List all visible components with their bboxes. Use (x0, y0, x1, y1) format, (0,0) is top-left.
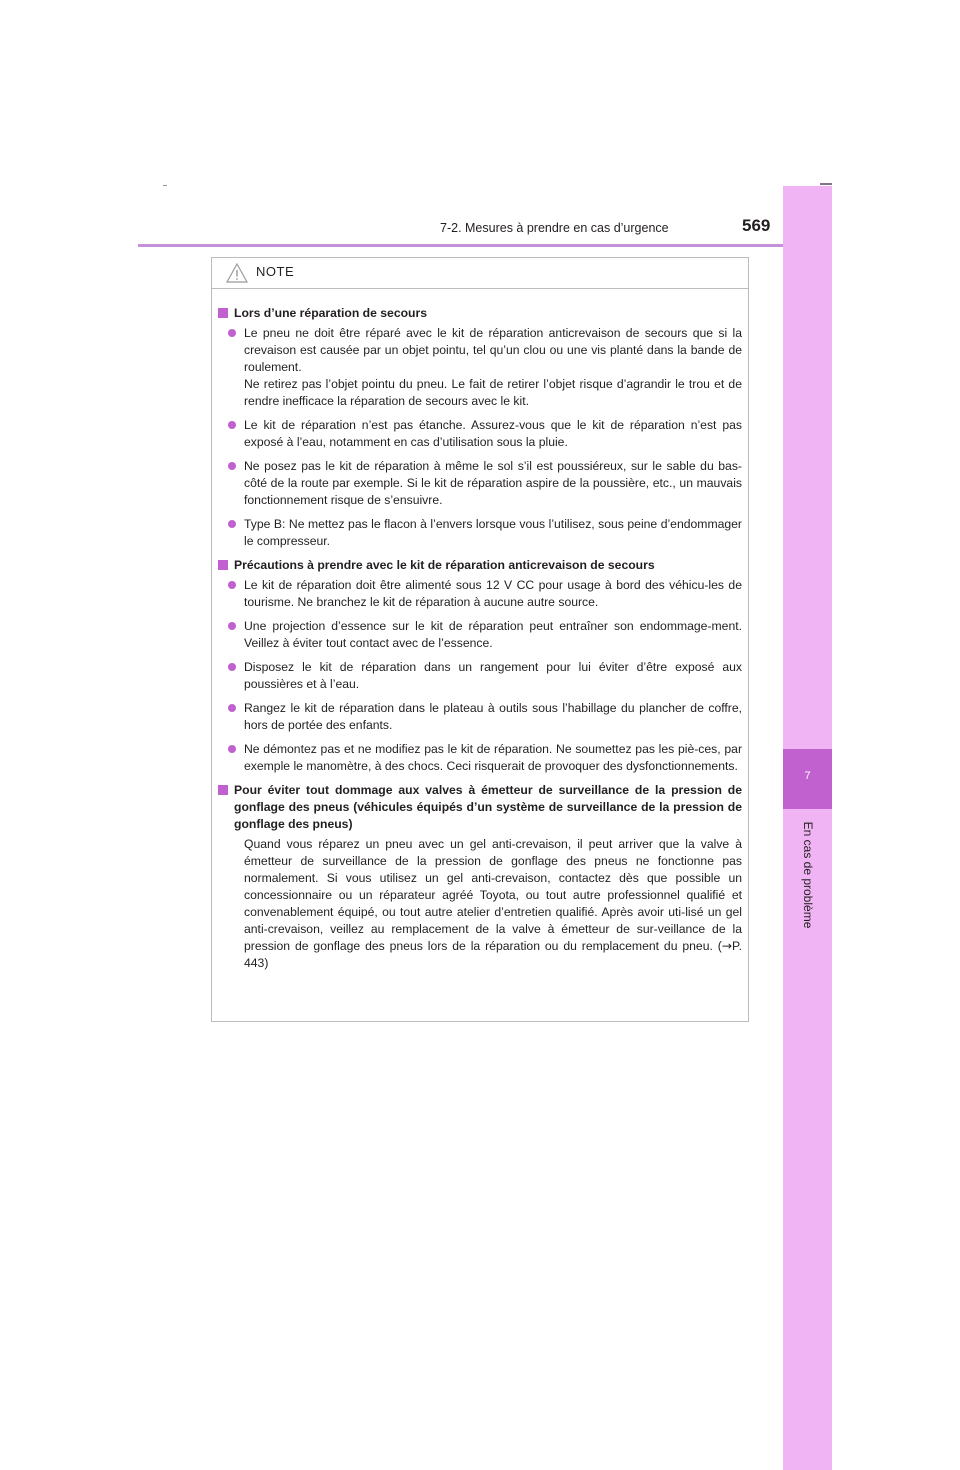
bullet-item (228, 516, 742, 550)
round-bullet-icon (228, 329, 236, 337)
bullet-text: Ne retirez pas l’objet pointu du pneu. Le fait de retirer l’objet risque d’agrandir le trou et de rendre inefficace la réparation de secours avec le kit. (244, 377, 742, 408)
note-body (212, 289, 748, 972)
square-bullet-icon (218, 785, 228, 795)
section-heading: Précautions à prendre avec le kit de réparation anticrevaison de secours (218, 557, 742, 574)
warning-triangle-icon (226, 263, 248, 283)
bullet-text: Le kit de réparation n’est pas étanche. Assurez-vous que le kit de réparation n’est pas exposé à l’eau, notamment en cas d’utilisation sous la pluie. (244, 418, 742, 449)
section-heading: Lors d’une réparation de secours (218, 305, 742, 322)
bullet-text: Le kit de réparation doit être alimenté sous 12 V CC pour usage à bord des véhicu-les de tourisme. Ne branchez le kit de réparation à aucune autre source. (244, 578, 742, 609)
bullet-text: Ne démontez pas et ne modifiez pas le kit de réparation. Ne soumettez pas les piè-ces, par exemple le manomètre, à des chocs. Ceci risquerait de provoquer des dysfonctionnements. (244, 742, 742, 773)
page-reference-arrow-icon: → (721, 939, 733, 953)
bullet-item (228, 325, 742, 410)
round-bullet-icon (228, 704, 236, 712)
square-bullet-icon (218, 560, 228, 570)
round-bullet-icon (228, 421, 236, 429)
bullet-text: Rangez le kit de réparation dans le plateau à outils sous l’habillage du plancher de coffre, hors de portée des enfants. (244, 701, 742, 732)
round-bullet-icon (228, 745, 236, 753)
bullet-text: Une projection d’essence sur le kit de réparation peut entraîner son endommage-ment. Veillez à éviter tout contact avec de l’essence. (244, 619, 742, 650)
round-bullet-icon (228, 520, 236, 528)
bullet-text: Disposez le kit de réparation dans un rangement pour lui éviter d’être exposé aux poussières et à l’eau. (244, 660, 742, 691)
page-number: 569 (742, 216, 771, 235)
chapter-number: 7 (804, 770, 811, 782)
square-bullet-icon (218, 308, 228, 318)
chapter-title: En cas de problème (801, 821, 815, 929)
crop-mark (163, 185, 167, 186)
bullet-item (228, 417, 742, 451)
note-label: NOTE (256, 264, 295, 279)
bullet-item (228, 618, 742, 652)
round-bullet-icon (228, 581, 236, 589)
round-bullet-icon (228, 622, 236, 630)
bullet-text: Le pneu ne doit être réparé avec le kit de réparation anticrevaison de secours que si la crevaison est causée par un objet pointu, tel qu’un clou ou une vis planté dans la bande de roulement. (244, 326, 742, 374)
bullet-item (228, 458, 742, 509)
side-tab-rule (820, 183, 832, 185)
section-paragraph (244, 836, 742, 972)
round-bullet-icon (228, 462, 236, 470)
bullet-text: Ne posez pas le kit de réparation à même le sol s’il est poussiéreux, sur le sable du bas-côté de la route par exemple. Si le kit de réparation aspire de la poussière, etc., un mauvais fonctionnement risque de s’ensuivre. (244, 459, 742, 507)
bullet-text: Type B: Ne mettez pas le flacon à l’envers lorsque vous l’utilisez, sous peine d’endommager le compresseur. (244, 517, 742, 548)
bullet-item (228, 700, 742, 734)
section-heading: Pour éviter tout dommage aux valves à émetteur de surveillance de la pression de gonflage des pneus (véhicules équipés d’un système de surveillance de la pression de gonflage des pneus) (218, 782, 742, 833)
bullet-item (228, 659, 742, 693)
section-title: 7-2. Mesures à prendre en cas d’urgence (440, 221, 669, 235)
round-bullet-icon (228, 663, 236, 671)
bullet-item (228, 741, 742, 775)
bullet-item (228, 577, 742, 611)
header-rule (138, 244, 832, 247)
note-box (211, 257, 749, 1022)
paragraph-text: Quand vous réparez un pneu avec un gel anti-crevaison, il peut arriver que la valve à émetteur de surveillance de la pression de gonflage des pneus ne fonctionne pas normalement. Si vous utilisez un gel anti-crevaison, contactez dès que possible un concessionnaire ou un réparateur agréé Toyota, ou tout autre professionnel qualifié et convenablement équipé, ou tout autre atelier d’entretien qualifié. Après avoir uti-lisé un gel anti-crevaison, veillez au remplacement de la valve à émetteur de sur-veillance de la pression de gonflage des pneus lors de la réparation ou du remplacement du pneu. ( (244, 837, 742, 953)
page-reference[interactable]: P. 443) (244, 939, 742, 970)
note-header (212, 258, 748, 289)
